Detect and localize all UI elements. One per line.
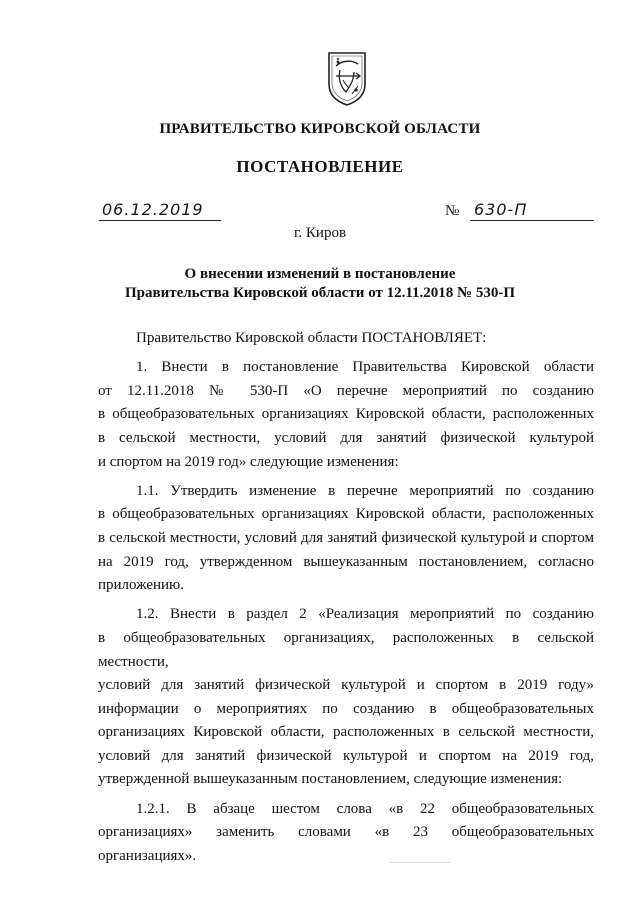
paragraph-line: 1.2.1. В абзаце шестом слова «в 22 общеобразовательных	[136, 800, 594, 817]
paragraph-line: организациях» заменить словами «в 23 общеобразовательных организациях».	[98, 824, 594, 864]
paragraph-line: 1.2. Внести в раздел 2 «Реализация мероприятий по созданию	[136, 606, 594, 623]
handwritten-date: 06.12.2019	[102, 200, 204, 219]
paragraph-line: и спортом на 2019 год» следующие изменения:	[98, 453, 399, 470]
paragraph-line: в общеобразовательных организациях, расположенных в сельской местности,	[98, 629, 594, 670]
paragraph-line: информации о мероприятиях по созданию в общеобразовательных	[98, 700, 594, 717]
paragraph-1	[98, 356, 594, 474]
page-bottom-mark	[390, 862, 450, 863]
paragraph-line: на 2019 год, утвержденном вышеуказанным постановлением, согласно	[98, 553, 594, 570]
organization-title: ПРАВИТЕЛЬСТВО КИРОВСКОЙ ОБЛАСТИ	[159, 121, 481, 137]
paragraph-line: условий для занятий физической культурой и спортом в 2019 году»	[98, 677, 594, 694]
document-body	[98, 327, 594, 868]
coat-of-arms-icon	[326, 50, 368, 106]
paragraph-line: 1. Внести в постановление Правительства Кировской области	[136, 359, 594, 376]
paragraph-line: организациях Кировской области, расположенных в сельской местности,	[98, 724, 594, 741]
intro-paragraph	[98, 327, 594, 351]
subject-line-1: О внесении изменений в постановление	[184, 266, 456, 282]
document-subject	[0, 265, 640, 303]
paragraph-line: в общеобразовательных организациях Кировской области, расположенных	[98, 406, 594, 423]
paragraph-line: приложению.	[98, 577, 185, 594]
document-type-title: ПОСТАНОВЛЕНИЕ	[236, 157, 404, 176]
paragraph-line: в сельской местности, условий для занятий физической культурой и спортом	[98, 529, 594, 546]
paragraph-line: в сельской местности, условий для занятий физической культурой	[98, 429, 594, 446]
paragraph-line: утвержденной вышеуказанным постановлением, следующие изменения:	[98, 771, 563, 788]
paragraph-1-2	[98, 603, 594, 792]
handwritten-number: 630-П	[474, 200, 528, 219]
date-field	[99, 200, 221, 221]
intro-line: Правительство Кировской области ПОСТАНОВЛЯЕТ:	[136, 330, 487, 346]
paragraph-1-1	[98, 480, 594, 598]
paragraph-line: от 12.11.2018 № 530-П «О перечне мероприятий по созданию	[98, 382, 594, 399]
subject-line-2: Правительства Кировской области от 12.11.2018 № 530-П	[124, 285, 516, 301]
paragraph-line: 1.1. Утвердить изменение в перечне мероприятий по созданию	[136, 482, 594, 499]
paragraph-line: в общеобразовательных организациях Кировской области, расположенных	[98, 506, 594, 523]
number-sign: №	[445, 203, 460, 219]
number-field	[470, 200, 594, 221]
city-line: г. Киров	[293, 225, 347, 241]
paragraph-line: условий для занятий физической культурой и спортом на 2019 год,	[98, 747, 594, 764]
paragraph-1-2-1	[98, 798, 594, 869]
